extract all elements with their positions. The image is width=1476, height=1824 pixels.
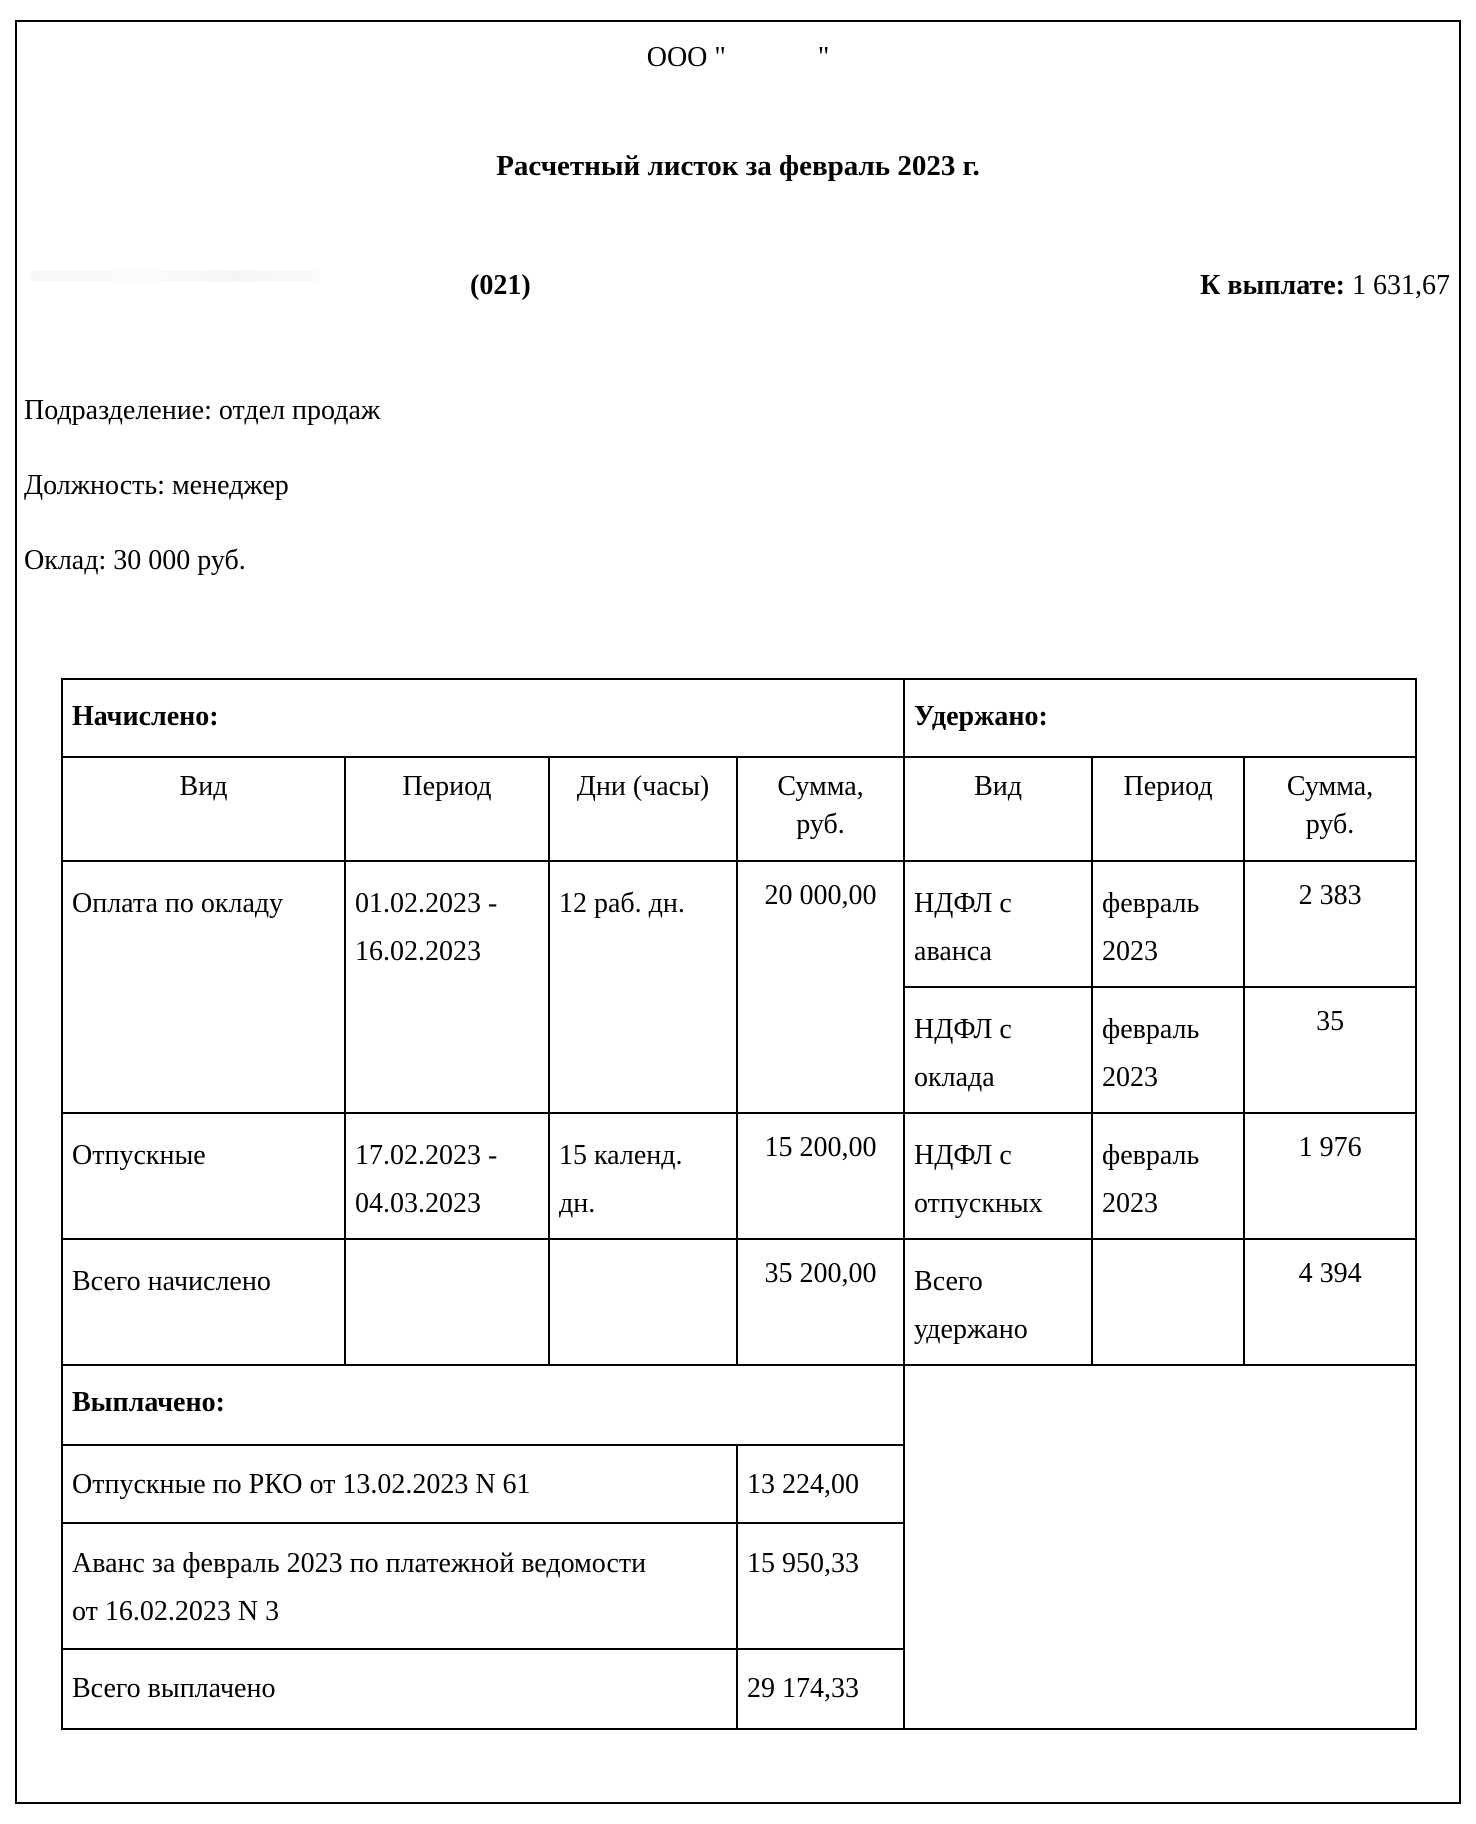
header-kind: Вид xyxy=(62,757,345,861)
accrued-section-title: Начислено: xyxy=(62,679,904,757)
empty-cell xyxy=(549,1239,737,1365)
salary: Оклад: 30 000 руб. xyxy=(24,545,246,576)
withheld-total-label: Всего удержано xyxy=(904,1239,1092,1365)
vacation-sum: 15 200,00 xyxy=(737,1113,904,1239)
accrued-total-sum: 35 200,00 xyxy=(737,1239,904,1365)
withheld-sum: 35 xyxy=(1244,987,1416,1113)
paid-sum: 15 950,33 xyxy=(737,1523,904,1649)
paid-kind: Аванс за февраль 2023 по платежной ведомости от 16.02.2023 N 3 xyxy=(62,1523,737,1649)
withheld-section-title: Удержано: xyxy=(904,679,1416,757)
paid-kind: Отпускные по РКО от 13.02.2023 N 61 xyxy=(62,1445,737,1523)
salary-period: 01.02.2023 - 16.02.2023 xyxy=(345,861,549,1113)
header-sum: Сумма, руб. xyxy=(737,757,904,861)
department: Подразделение: отдел продаж xyxy=(24,395,381,426)
withheld-kind: НДФЛ с оклада xyxy=(904,987,1092,1113)
withheld-period: февраль 2023 xyxy=(1092,861,1244,987)
header-withheld-kind: Вид xyxy=(904,757,1092,861)
position: Должность: менеджер xyxy=(24,470,289,501)
vacation-days: 15 календ. дн. xyxy=(549,1113,737,1239)
salary-sum: 20 000,00 xyxy=(737,861,904,1113)
redacted-employee-name xyxy=(30,270,320,282)
salary-kind: Оплата по окладу xyxy=(62,861,345,1113)
header-withheld-sum: Сумма, руб. xyxy=(1244,757,1416,861)
header-days: Дни (часы) xyxy=(549,757,737,861)
withheld-total-sum: 4 394 xyxy=(1244,1239,1416,1365)
withheld-period: февраль 2023 xyxy=(1092,987,1244,1113)
document-title: Расчетный листок за февраль 2023 г. xyxy=(496,150,980,182)
withheld-kind: НДФЛ с отпускных xyxy=(904,1113,1092,1239)
header-withheld-period: Период xyxy=(1092,757,1244,861)
paid-total-label: Всего выплачено xyxy=(62,1649,737,1729)
withheld-sum: 1 976 xyxy=(1244,1113,1416,1239)
tab-number: (021) xyxy=(470,270,531,301)
withheld-kind: НДФЛ с аванса xyxy=(904,861,1092,987)
amount-to-pay: К выплате: 1 631,67 xyxy=(1200,270,1450,301)
withheld-sum: 2 383 xyxy=(1244,861,1416,987)
paid-sum: 13 224,00 xyxy=(737,1445,904,1523)
vacation-kind: Отпускные xyxy=(62,1113,345,1239)
organization-name: ООО " " xyxy=(646,42,830,73)
empty-area xyxy=(904,1365,1416,1729)
payslip-table xyxy=(61,678,1417,1730)
vacation-period: 17.02.2023 - 04.03.2023 xyxy=(345,1113,549,1239)
header-period: Период xyxy=(345,757,549,861)
accrued-total-label: Всего начислено xyxy=(62,1239,345,1365)
paid-total-sum: 29 174,33 xyxy=(737,1649,904,1729)
withheld-period: февраль 2023 xyxy=(1092,1113,1244,1239)
paid-section-title: Выплачено: xyxy=(62,1365,904,1445)
empty-cell xyxy=(345,1239,549,1365)
salary-days: 12 раб. дн. xyxy=(549,861,737,1113)
withheld-total-period xyxy=(1092,1239,1244,1365)
